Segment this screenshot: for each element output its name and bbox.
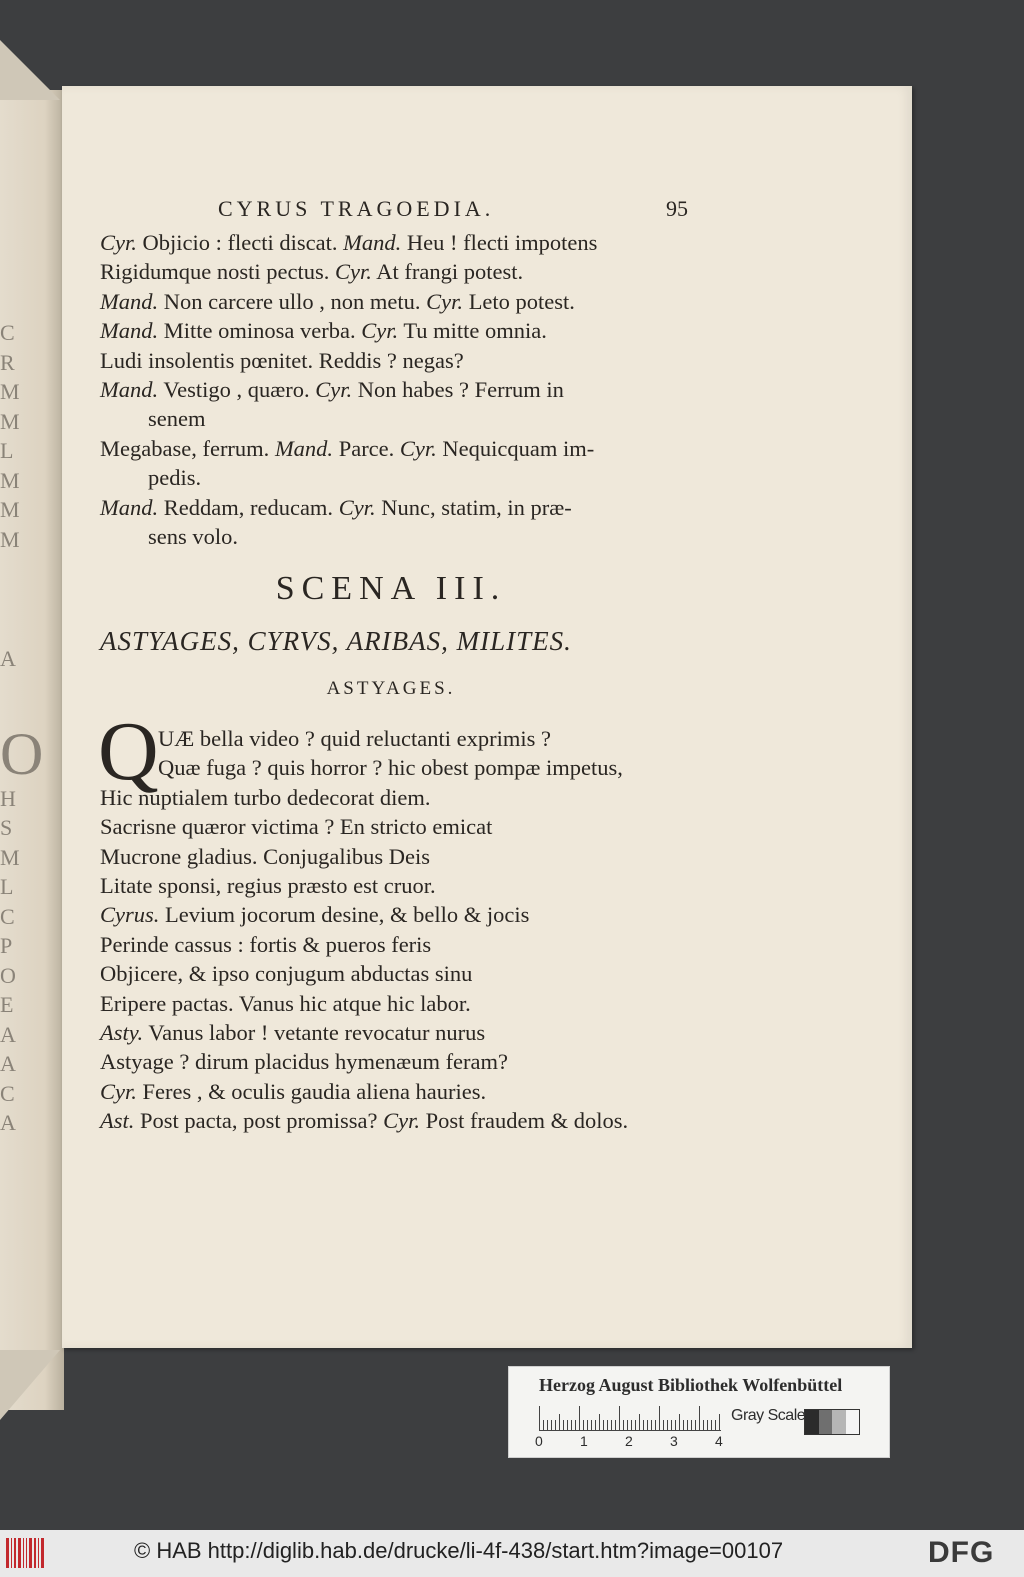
ruler-tick [623, 1420, 624, 1430]
line-text: Objicio : flecti discat. [136, 230, 344, 255]
facing-letter: C [0, 903, 15, 929]
ruler-tick [591, 1420, 592, 1430]
ruler-tick [603, 1420, 604, 1430]
line-text: Astyage ? dirum placidus hymenæum feram? [100, 1049, 509, 1075]
running-head-title: CYRUS TRAGOEDIA. [218, 196, 495, 221]
line-text: Rigidumque nosti pectus. [100, 259, 335, 285]
barcode-bar [6, 1538, 9, 1568]
speaker-abbrev: Asty. [100, 1019, 144, 1045]
facing-letter: P [0, 933, 13, 958]
line-text: Litate sponsi, regius præsto est cruor. [100, 872, 436, 898]
text-line [100, 228, 700, 257]
facing-letter: O [0, 720, 44, 787]
scene-title: SCENA III. [275, 570, 507, 607]
ruler-tick [715, 1420, 716, 1430]
facing-letter: M [0, 844, 20, 870]
gray-swatch [832, 1410, 846, 1434]
ruler-scale [539, 1407, 721, 1431]
ruler-tick [555, 1420, 556, 1430]
barcode-bar [29, 1538, 32, 1568]
speaker-abbrev: Cyr. [315, 376, 353, 402]
text-line [100, 346, 700, 375]
line-text: Mitte ominosa verba. [158, 318, 362, 344]
institution-name: Herzog August Bibliothek Wolfenbüttel [539, 1375, 843, 1395]
line-text: sens volo. [148, 523, 238, 549]
ruler-tick [627, 1420, 628, 1430]
text-line [100, 1077, 700, 1106]
ruler-tick [579, 1406, 580, 1430]
line-text: Perinde cassus : fortis & pueros feris [100, 931, 432, 957]
grayscale-swatches [804, 1409, 860, 1435]
text-line [100, 900, 700, 929]
ruler-tick [615, 1420, 616, 1430]
barcode-bar [26, 1538, 27, 1568]
text-line [100, 287, 700, 316]
ruler-tick [551, 1420, 552, 1430]
line-text: Megabase, ferrum. [100, 435, 275, 461]
text-line [100, 930, 700, 959]
line-text: Post fraudem & dolos. [420, 1108, 629, 1134]
line-text: Feres , & oculis gaudia aliena hauries. [136, 1078, 487, 1104]
facing-letter: M [0, 467, 20, 493]
ruler-tick [683, 1420, 684, 1430]
ruler-tick [539, 1406, 540, 1430]
text-line [100, 463, 700, 492]
speaker-heading: ASTYAGES. [326, 678, 456, 699]
line-text: Vestigo , quæro. [158, 376, 316, 402]
line-text: Nunc, statim, in præ- [375, 494, 572, 520]
line-text: Non habes ? Ferrum in [352, 376, 564, 402]
facing-letter: A [0, 1021, 16, 1047]
line-text: Leto potest. [463, 288, 575, 314]
ruler-tick [571, 1420, 572, 1430]
facing-letter: A [0, 1110, 16, 1135]
facing-letter: C [0, 1080, 15, 1106]
barcode-bar [14, 1538, 16, 1568]
ruler-tick [651, 1420, 652, 1430]
ruler-tick [587, 1420, 588, 1430]
line-text: Sacrisne quæror victima ? En stricto emicat [100, 814, 493, 840]
facing-page-edge [0, 90, 64, 1410]
speaker-abbrev: Mand. [100, 376, 159, 402]
ruler-tick [619, 1406, 620, 1430]
grayscale-label: Gray Scale [731, 1407, 806, 1424]
speaker-abbrev: Mand. [274, 435, 334, 461]
text-line [100, 257, 700, 286]
ruler-tick [719, 1414, 720, 1430]
speaker-abbrev: Cyr. [100, 230, 137, 255]
speaker-abbrev: Cyr. [383, 1108, 421, 1134]
text-line [100, 753, 700, 782]
line-text: Ludi insolentis pœnitet. Reddis ? negas? [100, 347, 464, 373]
line-text: senem [148, 406, 206, 432]
speaker-abbrev: Cyr. [426, 288, 464, 314]
dialogue-block-top [100, 228, 700, 551]
facing-letter: M [0, 497, 20, 522]
speaker-abbrev: Mand. [100, 494, 159, 520]
facing-letter: A [0, 1051, 16, 1076]
ruler-tick [707, 1420, 708, 1430]
footer-url[interactable]: © HAB http://diglib.hab.de/drucke/li-4f-438/start.htm?image=00107 [134, 1538, 784, 1563]
facing-letter: E [0, 992, 14, 1017]
text-line [100, 783, 700, 812]
barcode-bar [41, 1538, 44, 1568]
ruler-tick [575, 1420, 576, 1430]
ruler-tick [667, 1420, 668, 1430]
text-line [100, 871, 700, 900]
ruler-tick [675, 1420, 676, 1430]
ruler-tick [607, 1420, 608, 1430]
text-line [100, 1018, 700, 1047]
line-text: Mucrone gladius. Conjugalibus Deis [100, 843, 430, 869]
ruler-number: 2 [625, 1433, 633, 1449]
ruler-tick [655, 1420, 656, 1430]
ruler-tick [631, 1420, 632, 1430]
speaker-abbrev: Cyrus. [100, 902, 160, 928]
text-line [100, 989, 700, 1018]
ruler-tick [711, 1420, 712, 1430]
ruler-tick [647, 1420, 648, 1430]
barcode-bar [38, 1538, 39, 1568]
gray-swatch [805, 1410, 819, 1434]
text-line [100, 493, 700, 522]
facing-letter: S [0, 815, 13, 840]
line-text: Vanus labor ! vetante revocatur nurus [143, 1019, 486, 1045]
ruler-tick [595, 1420, 596, 1430]
speaker-abbrev: Cyr. [361, 318, 399, 344]
ruler-tick [659, 1406, 660, 1430]
line-text: Heu ! flecti impotens [401, 230, 598, 255]
line-text: pedis. [148, 465, 202, 491]
ruler-tick [639, 1414, 640, 1430]
line-text: Hic nuptialem turbo dedecorat diem. [100, 784, 431, 810]
line-text: At frangi potest. [371, 259, 524, 285]
line-text: Quæ fuga ? quis horror ? hic obest pompæ impetus, [158, 755, 623, 781]
ruler-tick [567, 1420, 568, 1430]
barcode-bar [11, 1538, 12, 1568]
speaker-abbrev: Cyr. [399, 435, 437, 461]
text-line [100, 404, 700, 433]
text-line [100, 434, 700, 463]
dfg-logo: DFG [928, 1536, 995, 1569]
gray-swatch [819, 1410, 833, 1434]
dramatis-personae: ASTYAGES, CYRVS, ARIBAS, MILITES. [100, 626, 572, 656]
line-text: Non carcere ullo , non metu. [158, 288, 427, 314]
line-text: Levium jocorum desine, & bello & jocis [159, 902, 530, 928]
barcode-icon [6, 1538, 46, 1568]
ruler-tick [691, 1420, 692, 1430]
running-head [218, 196, 688, 222]
ruler-tick [559, 1414, 560, 1430]
ruler-number: 3 [670, 1433, 678, 1449]
barcode-bar [18, 1538, 21, 1568]
text-line [100, 316, 700, 345]
text-line [100, 1047, 700, 1076]
speaker-abbrev: Mand. [100, 318, 159, 344]
ruler-tick [699, 1406, 700, 1430]
facing-letter: L [0, 438, 14, 463]
barcode-bar [23, 1538, 24, 1568]
ruler-tick [703, 1420, 704, 1430]
ruler-tick [547, 1420, 548, 1430]
facing-letter: M [0, 379, 20, 404]
ruler-tick [543, 1420, 544, 1430]
text-line [100, 522, 700, 551]
ruler-tick [611, 1420, 612, 1430]
ruler-number: 4 [715, 1433, 723, 1449]
text-line [100, 375, 700, 404]
color-calibration-card [508, 1366, 890, 1458]
dialogue-block-bottom [100, 724, 700, 1135]
ruler-tick [635, 1420, 636, 1430]
ruler-tick [679, 1414, 680, 1430]
facing-letter: M [0, 408, 20, 434]
facing-letter: A [0, 646, 16, 671]
facing-page-letters [0, 318, 44, 1138]
text-line [100, 959, 700, 988]
line-text: Reddam, reducam. [158, 494, 339, 520]
facing-letter: O [0, 962, 16, 988]
facing-letter: C [0, 320, 15, 345]
ruler-number: 1 [580, 1433, 588, 1449]
text-line [100, 1106, 700, 1135]
ruler-tick [643, 1420, 644, 1430]
text-line [100, 842, 700, 871]
ruler-tick [663, 1420, 664, 1430]
speaker-abbrev: Mand. [100, 288, 159, 314]
ruler-tick [671, 1420, 672, 1430]
line-text: Objicere, & ipso conjugum abductas sinu [100, 961, 473, 987]
line-text: Parce. [333, 435, 400, 461]
gray-swatch [846, 1410, 860, 1434]
ruler-tick [563, 1420, 564, 1430]
speaker-abbrev: Cyr. [335, 259, 372, 285]
line-text: Tu mitte omnia. [398, 318, 547, 344]
ruler-tick [695, 1420, 696, 1430]
ruler-tick [583, 1420, 584, 1430]
facing-letter: M [0, 526, 20, 552]
text-line [100, 724, 700, 753]
facing-letter: H [0, 785, 16, 811]
ruler-tick [687, 1420, 688, 1430]
line-text: Nequicquam im- [436, 435, 595, 461]
drop-cap: Q [98, 705, 159, 798]
line-text: UÆ bella video ? quid reluctanti exprimis ? [158, 726, 552, 751]
speaker-abbrev: Cyr. [338, 494, 376, 520]
facing-letter: R [0, 349, 15, 375]
speaker-abbrev: Cyr. [100, 1078, 137, 1104]
speaker-abbrev: Mand. [343, 230, 402, 255]
ruler-number: 0 [535, 1433, 543, 1449]
facing-letter: L [0, 874, 14, 899]
line-text: Eripere pactas. Vanus hic atque hic labor. [100, 990, 471, 1016]
page-number: 95 [666, 196, 688, 221]
footer-bar [0, 1530, 1024, 1577]
line-text: Post pacta, post promissa? [134, 1108, 384, 1134]
ruler-tick [599, 1414, 600, 1430]
barcode-bar [34, 1538, 36, 1568]
text-line [100, 812, 700, 841]
speaker-abbrev: Ast. [100, 1108, 135, 1134]
